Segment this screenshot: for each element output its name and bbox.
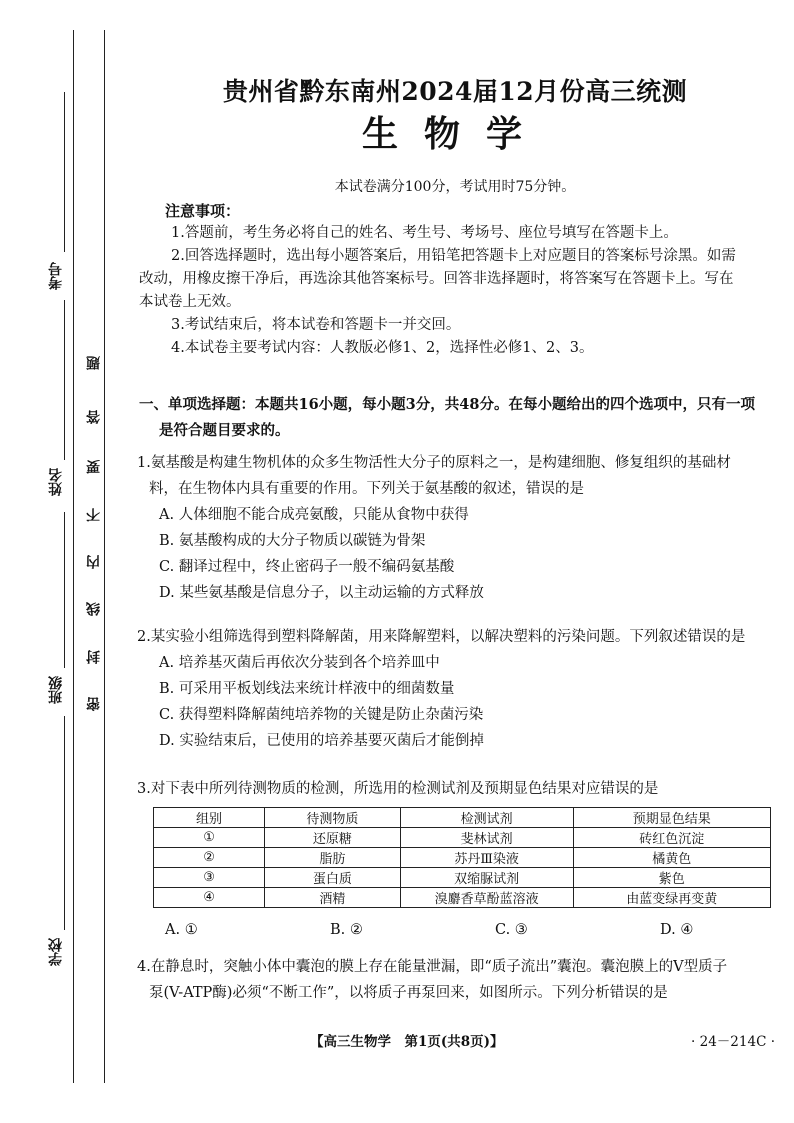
table-header: 待测物质 [265, 808, 401, 828]
school-label: 学校 [48, 938, 64, 966]
question-stem: 泵(V-ATP酶)必须“不断工作”，以将质子再泵回来，如图所示。下列分析错误的是 [149, 985, 668, 1001]
table-cell: 酒精 [265, 888, 401, 908]
section-line: 是符合题目要求的。 [159, 422, 290, 439]
table-cell: 还原糖 [265, 828, 401, 848]
option-b: B. 可采用平板划线法来统计样液中的细菌数量 [159, 681, 455, 697]
margin-rule [73, 30, 74, 1083]
table-header: 检测试剂 [400, 808, 573, 828]
notice-item: 4.本试卷主要考试内容：人教版必修1、2，选择性必修1、2、3。 [171, 340, 594, 356]
option-b: B. ② [330, 922, 363, 938]
table-header: 预期显色结果 [573, 808, 770, 828]
option-a: A. ① [165, 922, 198, 938]
exam-no-label: 考号 [48, 262, 64, 290]
section-line: 一、单项选择题：本题共16小题，每小题3分，共48分。在每小题给出的四个选项中，只有一项 [139, 396, 755, 413]
question-stem: 1.氨基酸是构建生物机体的众多生物活性大分子的原料之一，是构建细胞、修复组织的基础材 [137, 455, 731, 471]
name-blank [64, 300, 65, 460]
seal-char: 答 [86, 410, 102, 424]
table-header: 组别 [154, 808, 265, 828]
table-row [154, 828, 771, 848]
table-cell: ② [154, 848, 265, 868]
table-row [154, 868, 771, 888]
option-a: A. 人体细胞不能合成亮氨酸，只能从食物中获得 [159, 507, 469, 523]
table-header-row [154, 808, 771, 828]
table-cell: 苏丹Ⅲ染液 [400, 848, 573, 868]
name-label: 姓名 [48, 468, 64, 496]
table-row [154, 888, 771, 908]
table-cell: 蛋白质 [265, 868, 401, 888]
school-blank [64, 716, 65, 930]
table-cell: ③ [154, 868, 265, 888]
notice-item: 1.答题前，考生务必将自己的姓名、考生号、考场号、座位号填写在答题卡上。 [171, 225, 678, 241]
binding-margin [0, 0, 112, 1123]
exam-title: 贵州省黔东南州2024届12月份高三统测 [222, 77, 688, 106]
seal-char: 密 [86, 697, 102, 711]
table-cell: 溴麝香草酚蓝溶液 [400, 888, 573, 908]
table-cell: 双缩脲试剂 [400, 868, 573, 888]
seal-char: 封 [86, 650, 102, 664]
option-d: D. ④ [660, 922, 694, 938]
table-cell: 脂肪 [265, 848, 401, 868]
seal-char: 要 [86, 460, 102, 474]
question-4 [137, 954, 777, 1006]
option-c: C. 获得塑料降解菌纯培养物的关键是防止杂菌污染 [159, 707, 484, 723]
option-c: C. 翻译过程中，终止密码子一般不编码氨基酸 [159, 559, 455, 575]
option-a: A. 培养基灭菌后再依次分装到各个培养皿中 [159, 655, 440, 671]
table-cell: ④ [154, 888, 265, 908]
notice-list [139, 222, 739, 360]
question-3 [137, 776, 777, 802]
exam-no-blank [64, 92, 65, 252]
section-heading [139, 392, 779, 444]
question-1 [137, 450, 777, 606]
seal-char: 线 [86, 602, 102, 616]
seal-char: 内 [86, 555, 102, 569]
table-cell: 砖红色沉淀 [573, 828, 770, 848]
option-d: D. 实验结束后，已使用的培养基要灭菌后才能倒掉 [159, 733, 484, 749]
notice-item: 2.回答选择题时，选出每小题答案后，用铅笔把答题卡上对应题目的答案标号涂黑。如需改动，用橡皮擦干净后，再选涂其他答案标号。回答非选择题时，将答案写在答题卡上。写在本试卷上无效。 [139, 248, 736, 310]
margin-rule [104, 30, 105, 1083]
table-cell: 橘黄色 [573, 848, 770, 868]
question-2 [137, 624, 777, 754]
table-cell: 紫色 [573, 868, 770, 888]
table-cell: 斐林试剂 [400, 828, 573, 848]
question-stem: 料，在生物体内具有重要的作用。下列关于氨基酸的叙述，错误的是 [149, 481, 584, 497]
paper-code: · 24－214C · [691, 1034, 775, 1050]
test-table [153, 807, 771, 908]
seal-char: 不 [86, 508, 102, 522]
seal-char: 题 [86, 356, 102, 370]
exam-meta: 本试卷满分100分，考试用时75分钟。 [334, 179, 576, 195]
class-blank [64, 512, 65, 668]
notice-heading: 注意事项： [165, 202, 241, 220]
class-label: 班级 [48, 676, 64, 704]
page-label: 【高三生物学 第1页(共8页)】 [310, 1034, 504, 1050]
table-row [154, 848, 771, 868]
table-cell: ① [154, 828, 265, 848]
option-d: D. 某些氨基酸是信息分子，以主动运输的方式释放 [159, 585, 484, 601]
question-stem: 4.在静息时，突触小体中囊泡的膜上存在能量泄漏，即“质子流出”囊泡。囊泡膜上的V型质子 [137, 959, 728, 975]
table-cell: 由蓝变绿再变黄 [573, 888, 770, 908]
notice-item: 3.考试结束后，将本试卷和答题卡一并交回。 [171, 317, 461, 333]
question-stem: 2.某实验小组筛选得到塑料降解菌，用来降解塑料，以解决塑料的污染问题。下列叙述错误的是 [137, 629, 746, 645]
subject-title: 生物学 [361, 113, 548, 155]
question-stem: 3.对下表中所列待测物质的检测，所选用的检测试剂及预期显色结果对应错误的是 [137, 781, 659, 797]
option-b: B. 氨基酸构成的大分子物质以碳链为骨架 [159, 533, 426, 549]
option-c: C. ③ [495, 922, 528, 938]
